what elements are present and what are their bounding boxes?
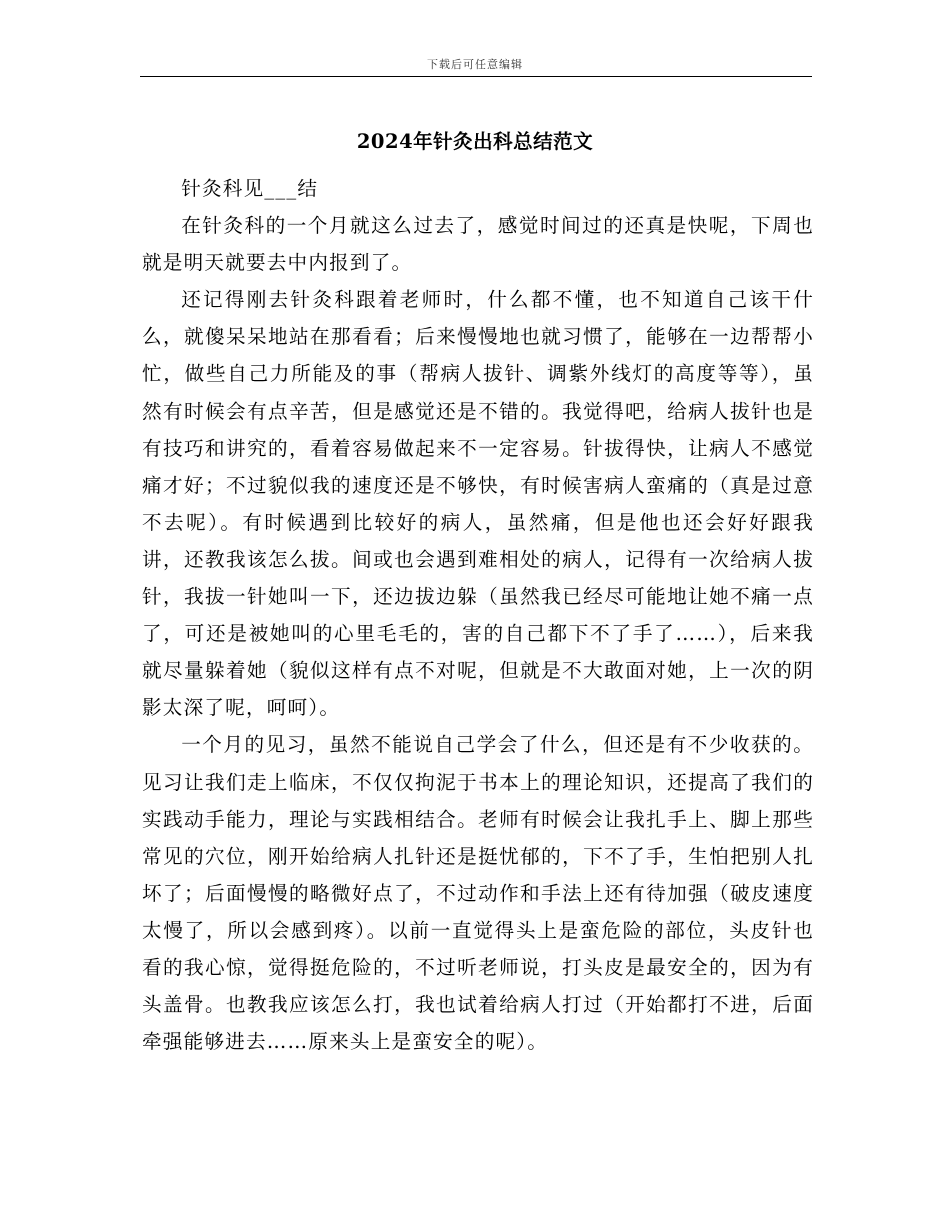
document-body: [142, 170, 814, 1060]
header-note: 下载后可任意编辑: [427, 58, 523, 71]
paragraph-subtitle: 针灸科见___结: [181, 177, 319, 200]
paragraph: 在针灸科的一个月就这么过去了，感觉时间过的还真是快呢，下周也就是明天就要去中内报到了。: [142, 214, 814, 275]
page-title: 2024年针灸出科总结范文: [356, 130, 594, 153]
header-divider: [140, 76, 812, 77]
paragraph: 还记得刚去针灸科跟着老师时，什么都不懂，也不知道自己该干什么，就傻呆呆地站在那看看；后来慢慢地也就习惯了，能够在一边帮帮小忙，做些自己力所能及的事（帮病人拔针、调紫外线灯的高度等等），虽然有时候会有点辛苦，但是感觉还是不错的。我觉得吧，给病人拔针也是有技巧和讲究的，看着容易做起来不一定容易。针拔得快，让病人不感觉痛才好；不过貌似我的速度还是不够快，有时候害病人蛮痛的（真是过意不去呢）。有时候遇到比较好的病人，虽然痛，但是他也还会好好跟我讲，还教我该怎么拔。间或也会遇到难相处的病人，记得有一次给病人拔针，我拔一针她叫一下，还边拔边躲（虽然我已经尽可能地让她不痛一点了，可还是被她叫的心里毛毛的，害的自己都下不了手了……），后来我就尽量躲着她（貌似这样有点不对呢，但就是不大敢面对她，上一次的阴影太深了呢，呵呵）。: [142, 288, 814, 720]
paragraph: 一个月的见习，虽然不能说自己学会了什么，但还是有不少收获的。见习让我们走上临床，不仅仅拘泥于书本上的理论知识，还提高了我们的实践动手能力，理论与实践相结合。老师有时候会让我扎手上、脚上那些常见的穴位，刚开始给病人扎针还是挺忧郁的，下不了手，生怕把别人扎坏了；后面慢慢的略微好点了，不过动作和手法上还有待加强（破皮速度太慢了，所以会感到疼）。以前一直觉得头上是蛮危险的部位，头皮针也看的我心惊，觉得挺危险的，不过听老师说，打头皮是最安全的，因为有头盖骨。也教我应该怎么打，我也试着给病人打过（开始都打不进，后面牵强能够进去……原来头上是蛮安全的呢）。: [142, 733, 814, 1054]
